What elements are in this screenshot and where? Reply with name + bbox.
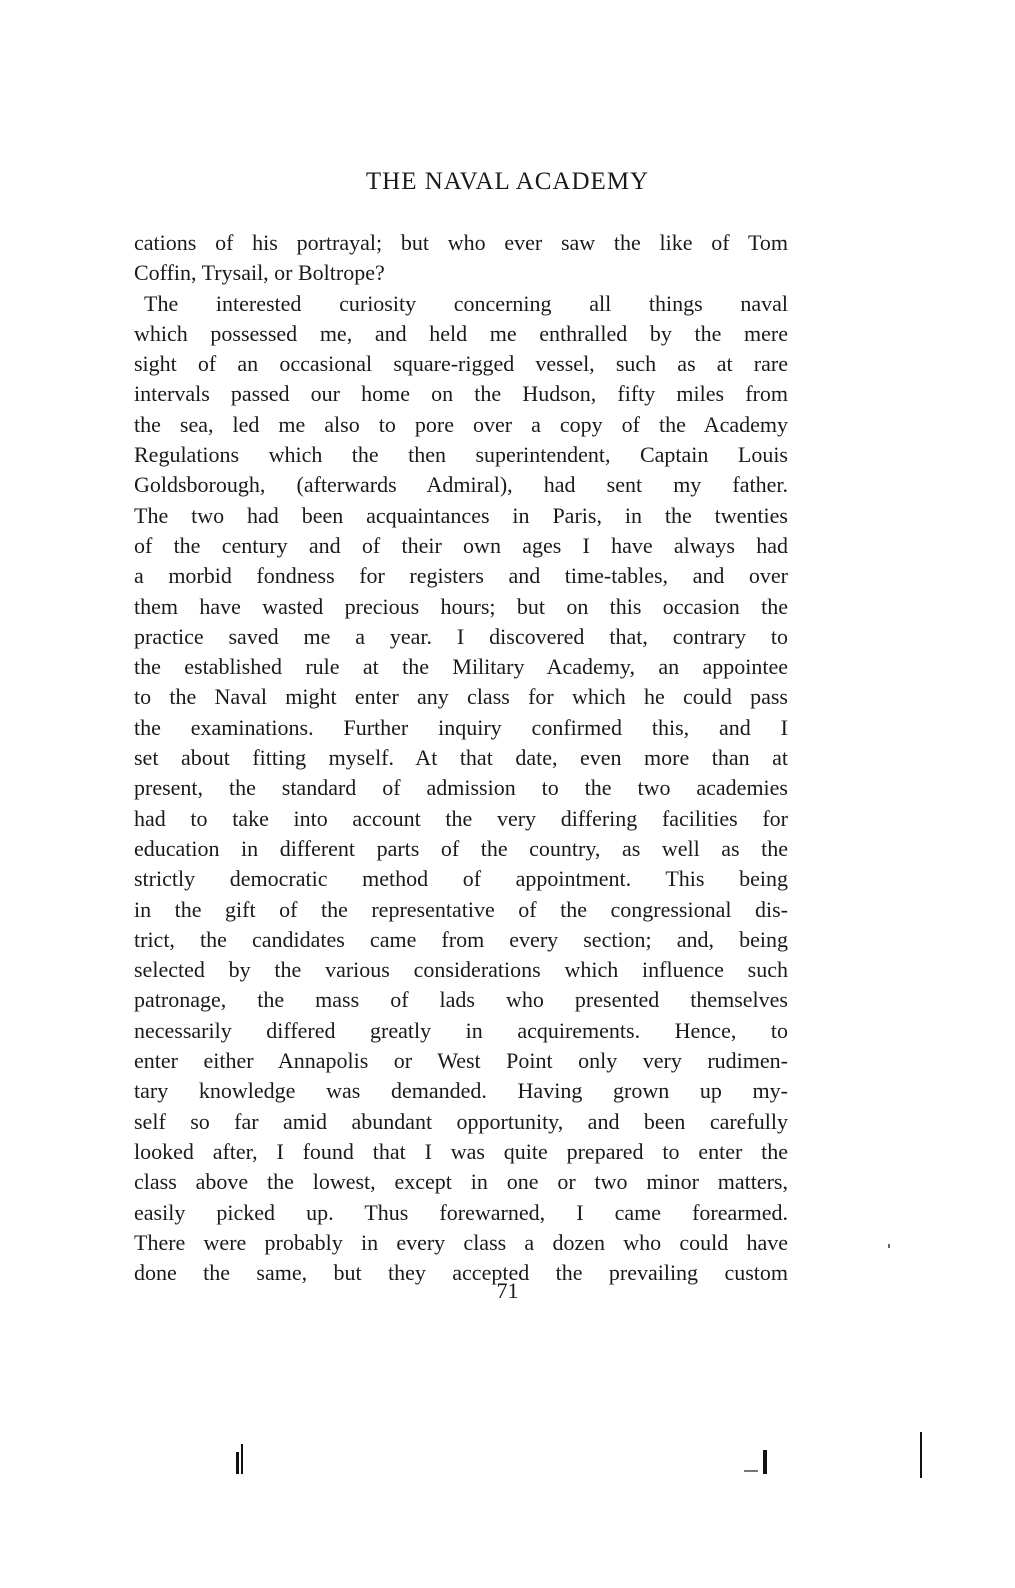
text-line: trict, the candidates came from every section; and, being xyxy=(134,926,788,952)
text-line: tary knowledge was demanded. Having grown up my- xyxy=(134,1078,788,1104)
text-line: education in different parts of the country, as well as the xyxy=(134,835,788,861)
text-line: selected by the various considerations which influence such xyxy=(134,957,788,983)
text-line: which possessed me, and held me enthralled by the mere xyxy=(134,320,788,346)
text-line: looked after, I found that I was quite prepared to enter the xyxy=(134,1138,788,1164)
text-line: the established rule at the Military Academy, an appointee xyxy=(134,654,788,680)
text-line: intervals passed our home on the Hudson, fifty miles from xyxy=(134,381,788,407)
text-line: class above the lowest, except in one or two minor matters, xyxy=(134,1169,788,1195)
text-line: The interested curiosity concerning all things naval xyxy=(144,290,788,316)
scan-mark-right xyxy=(763,1450,767,1474)
text-line: Goldsborough, (afterwards Admiral), had sent my father. xyxy=(134,472,788,498)
text-line: present, the standard of admission to the two academies xyxy=(134,775,788,801)
page-number: 71 xyxy=(496,1278,519,1303)
text-line: There were probably in every class a dozen who could have xyxy=(134,1229,788,1255)
scan-mark-right xyxy=(744,1470,758,1472)
scan-dot xyxy=(888,1244,890,1248)
text-line: had to take into account the very differing facilities for xyxy=(134,805,788,831)
text-line: them have wasted precious hours; but on this occasion the xyxy=(134,593,788,619)
text-line: to the Naval might enter any class for which he could pass xyxy=(134,684,788,710)
text-line: cations of his portrayal; but who ever saw the like of Tom xyxy=(134,230,788,255)
text-line: sight of an occasional square-rigged vessel, such as at rare xyxy=(134,351,788,377)
scan-mark-left xyxy=(241,1444,243,1474)
running-head: THE NAVAL ACADEMY xyxy=(365,168,650,195)
text-line: The two had been acquaintances in Paris, in the twenties xyxy=(134,502,788,528)
text-line: of the century and of their own ages I have always had xyxy=(134,532,788,558)
text-line: in the gift of the representative of the congressional dis- xyxy=(134,896,788,922)
text-line: strictly democratic method of appointment. This being xyxy=(134,866,788,892)
text-line: Coffin, Trysail, or Boltrope? xyxy=(134,260,385,286)
text-line: a morbid fondness for registers and time-tables, and over xyxy=(134,563,788,589)
text-line: done the same, but they accepted the prevailing custom xyxy=(134,1260,788,1286)
text-line: patronage, the mass of lads who presented themselves xyxy=(134,987,788,1013)
text-line: Regulations which the then superintendent, Captain Louis xyxy=(134,442,788,468)
text-line: the examinations. Further inquiry confirmed this, and I xyxy=(134,714,788,740)
scan-mark-left xyxy=(236,1452,239,1474)
text-line: self so far amid abundant opportunity, and been carefully xyxy=(134,1108,788,1134)
text-line: enter either Annapolis or West Point only very rudimen- xyxy=(134,1048,788,1074)
scan-mark-edge xyxy=(920,1432,922,1478)
text-line: practice saved me a year. I discovered that, contrary to xyxy=(134,623,788,649)
text-line: necessarily differed greatly in acquirements. Hence, to xyxy=(134,1017,788,1043)
body-text xyxy=(134,228,788,1288)
text-line: easily picked up. Thus forewarned, I came forearmed. xyxy=(134,1199,788,1225)
text-line: set about fitting myself. At that date, even more than at xyxy=(134,745,788,771)
text-line: the sea, led me also to pore over a copy of the Academy xyxy=(134,411,788,437)
